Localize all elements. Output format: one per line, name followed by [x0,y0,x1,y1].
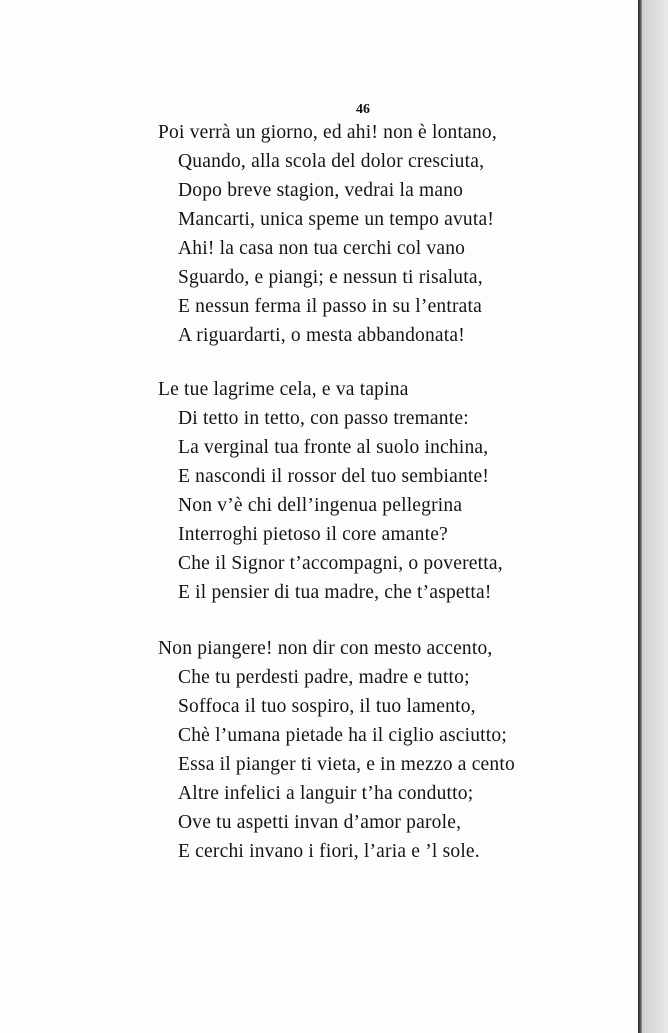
verse-line: Che tu perdesti padre, madre e tutto; [178,667,470,688]
verse-line: E nessun ferma il passo in su l’entrata [178,296,483,317]
verse-line: La verginal tua fronte al suolo inchina, [178,437,489,458]
verse-line: E il pensier di tua madre, che t’aspetta! [178,582,492,603]
verse-line: Soffoca il tuo sospiro, il tuo lamento, [178,696,476,717]
stanza-3 [0,634,600,866]
verse-line: E cerchi invano i fiori, l’aria e ’l sole. [178,841,480,862]
verse-line: Le tue lagrime cela, e va tapina [158,379,409,400]
verse-line: Ahi! la casa non tua cerchi col vano [178,238,466,259]
verse-line: Quando, alla scola del dolor cresciuta, [178,151,485,172]
verse-line: Essa il pianger ti vieta, e in mezzo a cento [178,754,515,775]
verse-line: Di tetto in tetto, con passo tremante: [178,408,469,429]
verse-line: Mancarti, unica speme un tempo avuta! [178,209,495,230]
page-margin [642,0,668,1033]
verse-line: Altre infelici a languir t’ha condutto; [178,783,474,804]
stanza-2 [0,375,600,607]
verse-line: Ove tu aspetti invan d’amor parole, [178,812,462,833]
verse-line: Dopo breve stagion, vedrai la mano [178,180,464,201]
page-number: 46 [356,102,370,117]
verse-line: Poi verrà un giorno, ed ahi! non è lontano, [158,122,497,143]
stanza-1 [0,118,600,350]
verse-line: E nascondi il rossor del tuo sembiante! [178,466,490,487]
verse-line: Non piangere! non dir con mesto accento, [158,638,493,659]
verse-line: Chè l’umana pietade ha il ciglio asciutto; [178,725,507,746]
verse-line: Non v’è chi dell’ingenua pellegrina [178,495,463,516]
verse-line: Che il Signor t’accompagni, o poveretta, [178,553,503,574]
verse-line: Sguardo, e piangi; e nessun ti risaluta, [178,267,483,288]
verse-line: Interroghi pietoso il core amante? [178,524,448,545]
verse-line: A riguardarti, o mesta abbandonata! [178,325,465,346]
